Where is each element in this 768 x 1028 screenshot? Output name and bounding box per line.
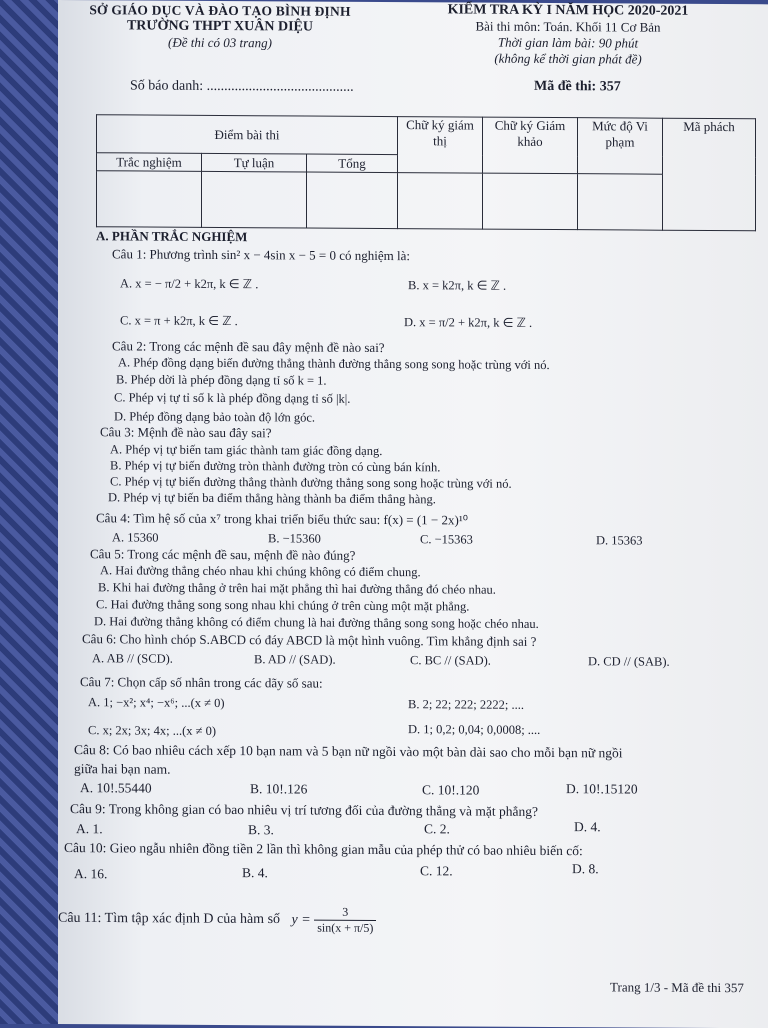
question-10: Câu 10: Gieo ngẫu nhiên đồng tiền 2 lần thì không gian mẫu của phép thử có bao nhiêu biến cố:: [64, 840, 583, 859]
exam-code: Mã đề thi: 357: [534, 78, 621, 95]
page-footer: Trang 1/3 - Mã đề thi 357: [610, 979, 744, 996]
exam-title: KIỂM TRA KỲ I NĂM HỌC 2020-2021: [447, 2, 689, 19]
q4-option-a[interactable]: A. 15360: [112, 530, 159, 545]
q7-option-d[interactable]: D. 1; 0,2; 0,04; 0,0008; ....: [408, 722, 541, 737]
header-left: [70, 2, 370, 52]
q8-option-a[interactable]: A. 10!.55440: [80, 780, 152, 796]
exam-duration: Thời gian làm bài: 90 phút: [497, 34, 639, 51]
q5-option-a[interactable]: A. Hai đường thẳng chéo nhau khi chúng không có điểm chung.: [100, 563, 421, 580]
q5-option-b[interactable]: B. Khi hai đường thẳng ở trên hai mặt phẳng thì hai đường thẳng đó chéo nhau.: [98, 580, 496, 597]
school-name: TRƯỜNG THPT XUÂN DIỆU: [126, 18, 314, 35]
q9-option-c[interactable]: C. 2.: [424, 821, 450, 837]
q8-option-d[interactable]: D. 10!.15120: [566, 781, 638, 797]
q3-option-b[interactable]: B. Phép vị tự biến đường tròn thành đường tròn có cùng bán kính.: [110, 458, 441, 475]
function-y: y =: [291, 912, 311, 928]
question-9: Câu 9: Trong không gian có bao nhiêu vị trí tương đối của đường thẳng và mặt phẳng?: [70, 801, 538, 819]
q1-option-d[interactable]: D. x = π/2 + k2π, k ∈ ℤ .: [404, 315, 533, 330]
q9-option-b[interactable]: B. 3.: [248, 822, 274, 838]
question-1: Câu 1: Phương trình sin² x − 4sin x − 5 = 0 có nghiệm là:: [112, 246, 410, 264]
q2-option-c[interactable]: C. Phép vị tự tỉ số k là phép đồng dạng tỉ số |k|.: [114, 390, 351, 406]
page-count-note: (Đề thi có 03 trang): [168, 34, 272, 51]
score-header: Điểm bài thi: [97, 115, 398, 155]
proctor-signature-header: Chữ ký giám thị: [398, 117, 483, 174]
q8-option-b[interactable]: B. 10!.126: [250, 781, 308, 797]
q1-option-a[interactable]: A. x = − π/2 + k2π, k ∈ ℤ .: [120, 276, 259, 292]
q1-option-b[interactable]: B. x = k2π, k ∈ ℤ .: [408, 278, 507, 293]
q8-option-c[interactable]: C. 10!.120: [422, 782, 480, 798]
q4-option-c[interactable]: C. −15363: [420, 532, 473, 547]
q4-option-b[interactable]: B. −15360: [268, 531, 321, 546]
question-8: Câu 8: Có bao nhiêu cách xếp 10 bạn nam và 5 bạn nữ ngồi vào một bàn dài sao cho mỗi bạn nữ ngồi: [74, 742, 623, 761]
question-4: Câu 4: Tìm hệ số của x⁷ trong khai triển biểu thức sau: f(x) = (1 − 2x)¹⁰: [96, 510, 468, 528]
exam-paper: [58, 0, 768, 1028]
violation-header: Mức độ Vi phạm: [578, 118, 663, 175]
q1-option-c[interactable]: C. x = π + k2π, k ∈ ℤ .: [120, 313, 238, 329]
q5-option-c[interactable]: C. Hai đường thẳng song song nhau khi chúng ở trên cùng một mặt phẳng.: [96, 597, 470, 614]
question-11-text: Câu 11: Tìm tập xác định D của hàm số: [58, 910, 281, 928]
candidate-number-label: Số báo danh: ..........................................: [130, 78, 354, 95]
q7-option-a[interactable]: A. 1; −x²; x⁴; −x⁶; ...(x ≠ 0): [88, 695, 225, 711]
q10-option-b[interactable]: B. 4.: [242, 865, 268, 881]
q3-option-a[interactable]: A. Phép vị tự biến tam giác thành tam giác đồng dạng.: [110, 442, 383, 458]
q7-option-b[interactable]: B. 2; 22; 222; 2222; ....: [408, 697, 524, 712]
violation-cell[interactable]: [578, 174, 663, 231]
q4-option-d[interactable]: D. 15363: [596, 533, 643, 548]
question-2: Câu 2: Trong các mệnh đề sau đây mệnh đề nào sai?: [112, 338, 385, 355]
question-11: [58, 903, 376, 936]
q10-option-a[interactable]: A. 16.: [74, 866, 108, 882]
q6-option-c[interactable]: C. BC // (SAD).: [410, 653, 491, 668]
q3-option-d[interactable]: D. Phép vị tự biến ba điểm thẳng hàng thành ba điểm thẳng hàng.: [108, 490, 436, 507]
total-score-cell[interactable]: [307, 172, 398, 229]
fraction-denominator: sin(x + π/5): [317, 920, 374, 935]
q9-option-d[interactable]: D. 4.: [574, 819, 601, 835]
question-3: Câu 3: Mệnh đề nào sau đây sai?: [100, 424, 272, 441]
q2-option-a[interactable]: A. Phép đồng dạng biến đường thẳng thành đường thẳng song song hoặc trùng với nó.: [118, 355, 550, 373]
duration-note: (không kể thời gian phát đề): [494, 50, 642, 67]
secret-code-header: Mã phách: [663, 118, 756, 231]
question-6: Câu 6: Cho hình chóp S.ABCD có đáy ABCD là một hình vuông. Tìm khẳng định sai ?: [82, 631, 537, 649]
total-score-header: Tổng: [307, 154, 398, 173]
question-5: Câu 5: Trong các mệnh đề sau, mệnh đề nào đúng?: [90, 546, 356, 563]
q5-option-d[interactable]: D. Hai đường thẳng không có điểm chung là hai đường thẳng song song hoặc chéo nhau.: [94, 614, 539, 631]
q3-option-c[interactable]: C. Phép vị tự biến đường thẳng thành đường thẳng song song hoặc trùng với nó.: [110, 474, 512, 491]
department-name: SỞ GIÁO DỤC VÀ ĐÀO TẠO BÌNH ĐỊNH: [89, 2, 351, 19]
q10-option-d[interactable]: D. 8.: [572, 861, 599, 877]
fraction-numerator: 3: [314, 905, 376, 921]
score-table: [96, 114, 756, 231]
grader-signature-header: Chữ ký Giám khảo: [483, 117, 578, 174]
q2-option-b[interactable]: B. Phép dời là phép đồng dạng tỉ số k = 1.: [116, 372, 327, 388]
q6-option-b[interactable]: B. AD // (SAD).: [254, 652, 336, 667]
essay-score-cell[interactable]: [202, 171, 307, 228]
q7-option-c[interactable]: C. x; 2x; 3x; 4x; ...(x ≠ 0): [88, 723, 217, 738]
q10-option-c[interactable]: C. 12.: [420, 863, 453, 879]
essay-score-header: Tự luận: [202, 153, 307, 172]
function-fraction: [314, 905, 376, 936]
question-7: Câu 7: Chọn cấp số nhân trong các dãy số sau:: [80, 674, 323, 691]
q6-option-a[interactable]: A. AB // (SCD).: [92, 651, 173, 666]
q9-option-a[interactable]: A. 1.: [76, 821, 103, 837]
q6-option-d[interactable]: D. CD // (SAB).: [588, 654, 670, 669]
header-right: [398, 2, 738, 68]
proctor-signature-cell[interactable]: [398, 173, 483, 230]
question-8-cont: giữa hai bạn nam.: [74, 761, 171, 777]
mc-score-header: Trắc nghiệm: [97, 153, 202, 172]
section-title: A. PHẦN TRẮC NGHIỆM: [96, 228, 248, 245]
q2-option-d[interactable]: D. Phép đồng dạng bảo toàn độ lớn góc.: [114, 409, 316, 425]
exam-subject: Bài thi môn: Toán. Khối 11 Cơ Bản: [475, 18, 661, 35]
mc-score-cell[interactable]: [97, 171, 202, 228]
grader-signature-cell[interactable]: [483, 173, 578, 230]
